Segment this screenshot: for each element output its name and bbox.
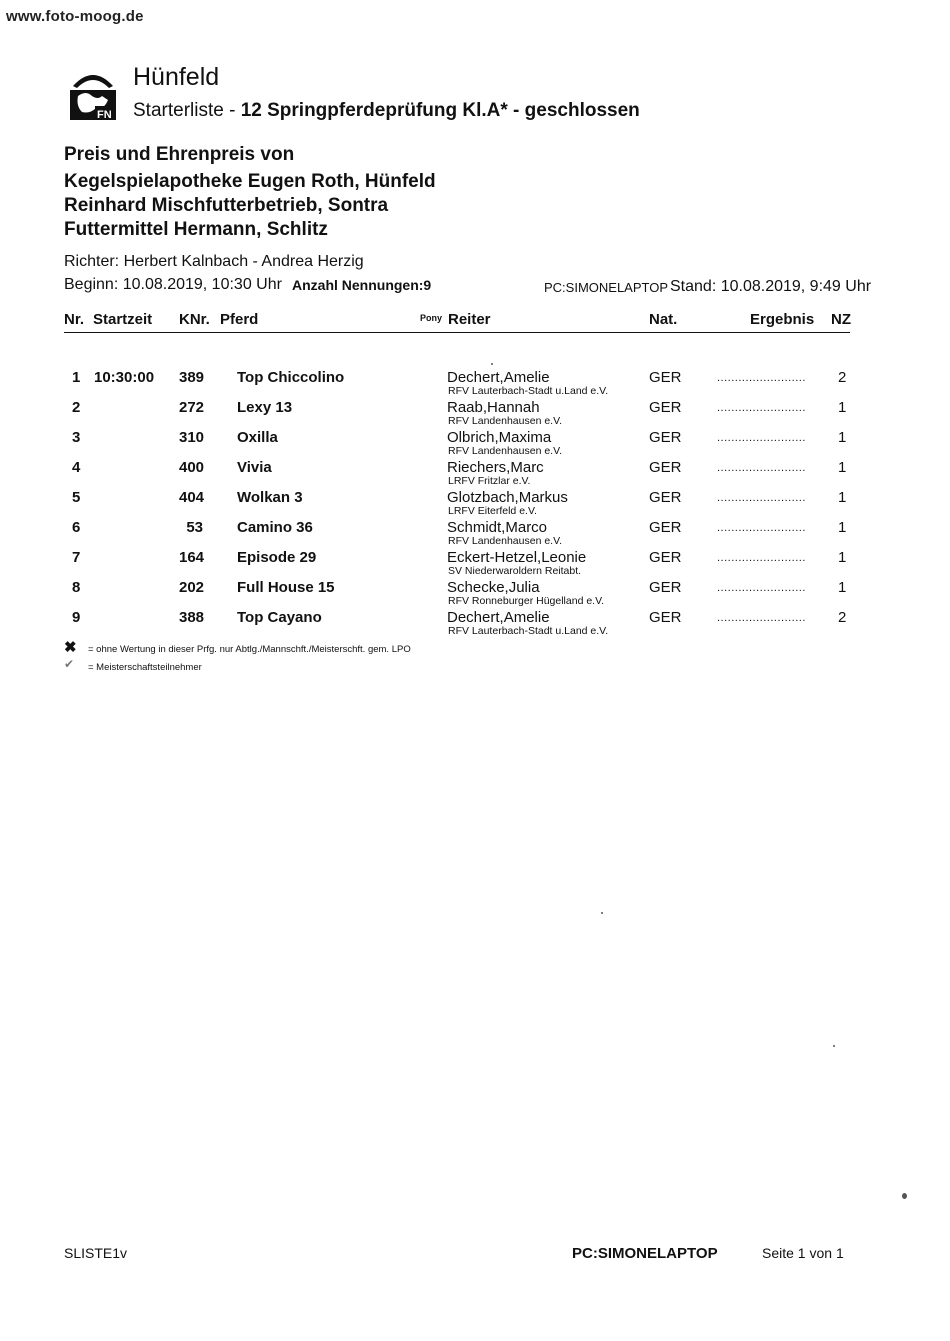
cross-icon: ✖	[64, 639, 77, 656]
column-header-pony: Pony	[420, 313, 443, 323]
nationality: GER	[649, 579, 682, 596]
table-row	[0, 609, 950, 639]
entries-count: Anzahl Nennungen:9	[292, 277, 432, 293]
result-blank: .........................	[717, 582, 806, 594]
result-blank: .........................	[717, 552, 806, 564]
header-divider	[64, 332, 850, 333]
horse-name: Top Chiccolino	[237, 369, 345, 386]
rider-name: Raab,Hannah	[447, 399, 540, 416]
table-row	[0, 549, 950, 579]
row-number: 6	[72, 519, 81, 536]
scan-speck	[833, 1045, 835, 1047]
horse-name: Full House 15	[237, 579, 335, 596]
result-blank: .........................	[717, 402, 806, 414]
nationality: GER	[649, 489, 682, 506]
horse-name: Episode 29	[237, 549, 317, 566]
rider-club: RFV Landenhausen e.V.	[448, 535, 563, 547]
horse-id: 53	[186, 519, 203, 536]
checkmark-icon: ✔	[64, 657, 75, 671]
nz-value: 1	[838, 459, 847, 476]
column-header-startzeit: Startzeit	[93, 311, 153, 328]
nationality: GER	[649, 609, 682, 626]
rider-name: Schecke,Julia	[447, 579, 540, 596]
column-header-nz: NZ	[831, 311, 851, 328]
sponsor-line: Preis und Ehrenpreis von	[64, 144, 295, 165]
list-type: Starterliste -	[133, 100, 236, 121]
scan-speck	[902, 1193, 907, 1199]
row-number: 3	[72, 429, 81, 446]
table-row	[0, 369, 950, 399]
column-header-pferd: Pferd	[220, 311, 259, 328]
pc-label: PC:SIMONELAPTOP	[544, 280, 669, 295]
horse-id: 404	[179, 489, 205, 506]
scan-speck	[491, 363, 493, 365]
nationality: GER	[649, 429, 682, 446]
table-row	[0, 519, 950, 549]
judges-text: Richter: Herbert Kalnbach - Andrea Herzig	[64, 253, 364, 270]
horse-id: 202	[179, 579, 205, 596]
table-row	[0, 429, 950, 459]
horse-name: Oxilla	[237, 429, 278, 446]
horse-name: Top Cayano	[237, 609, 322, 626]
footer-code: SLISTE1v	[64, 1245, 128, 1261]
nz-value: 1	[838, 489, 847, 506]
nz-value: 2	[838, 369, 847, 386]
rider-club: RFV Lauterbach-Stadt u.Land e.V.	[448, 385, 609, 397]
rider-name: Olbrich,Maxima	[447, 429, 552, 446]
horse-id: 388	[179, 609, 205, 626]
start-time: 10:30:00	[94, 369, 155, 386]
horse-name: Lexy 13	[237, 399, 293, 416]
horse-name: Wolkan 3	[237, 489, 303, 506]
svg-text:FN: FN	[97, 109, 112, 120]
row-number: 1	[72, 369, 81, 386]
rider-club: RFV Lauterbach-Stadt u.Land e.V.	[448, 625, 609, 637]
result-blank: .........................	[717, 432, 806, 444]
location-title: Hünfeld	[133, 63, 220, 91]
scan-speck	[601, 912, 603, 914]
nz-value: 1	[838, 579, 847, 596]
rider-club: LRFV Fritzlar e.V.	[448, 475, 531, 487]
nationality: GER	[649, 459, 682, 476]
row-number: 8	[72, 579, 81, 596]
start-time-text: Beginn: 10.08.2019, 10:30 Uhr	[64, 276, 282, 293]
result-blank: .........................	[717, 492, 806, 504]
result-blank: .........................	[717, 462, 806, 474]
rider-name: Dechert,Amelie	[447, 369, 550, 386]
footer-pc: PC:SIMONELAPTOP	[572, 1245, 718, 1262]
rider-club: RFV Landenhausen e.V.	[448, 445, 563, 457]
watermark-text: www.foto-moog.de	[6, 8, 144, 25]
row-number: 2	[72, 399, 81, 416]
legend-no-rating: = ohne Wertung in dieser Prfg. nur Abtlg./Mannschft./Meisterschft. gem. LPO	[88, 644, 411, 655]
result-blank: .........................	[717, 372, 806, 384]
rider-club: RFV Landenhausen e.V.	[448, 415, 563, 427]
fn-logo-icon	[68, 66, 118, 120]
nationality: GER	[649, 369, 682, 386]
horse-id: 272	[179, 399, 205, 416]
column-header-nr: Nr.	[64, 311, 85, 328]
row-number: 7	[72, 549, 81, 566]
nz-value: 1	[838, 549, 847, 566]
rider-name: Riechers,Marc	[447, 459, 544, 476]
table-row	[0, 489, 950, 519]
nz-value: 1	[838, 429, 847, 446]
nz-value: 2	[838, 609, 847, 626]
table-row	[0, 459, 950, 489]
row-number: 9	[72, 609, 81, 626]
competition-subtitle	[133, 100, 640, 122]
horse-id: 310	[179, 429, 205, 446]
rider-name: Glotzbach,Markus	[447, 489, 568, 506]
result-blank: .........................	[717, 612, 806, 624]
competition-name: 12 Springpferdeprüfung Kl.A* - geschlossen	[240, 100, 640, 121]
table-row	[0, 579, 950, 609]
rider-club: RFV Ronneburger Hügelland e.V.	[448, 595, 605, 607]
nationality: GER	[649, 549, 682, 566]
horse-id: 389	[179, 369, 205, 386]
result-blank: .........................	[717, 522, 806, 534]
horse-id: 164	[179, 549, 205, 566]
row-number: 4	[72, 459, 81, 476]
rider-club: SV Niederwaroldern Reitabt.	[448, 565, 582, 577]
column-header-nat: Nat.	[649, 311, 678, 328]
footer-page: Seite 1 von 1	[762, 1245, 844, 1261]
nz-value: 1	[838, 519, 847, 536]
column-header-ergebnis: Ergebnis	[750, 311, 815, 328]
rider-name: Eckert-Hetzel,Leonie	[447, 549, 587, 566]
sponsor-line: Reinhard Mischfutterbetrieb, Sontra	[64, 195, 389, 216]
nationality: GER	[649, 519, 682, 536]
table-row	[0, 399, 950, 429]
horse-id: 400	[179, 459, 205, 476]
rider-club: LRFV Eiterfeld e.V.	[448, 505, 537, 517]
horse-name: Camino 36	[237, 519, 313, 536]
rider-name: Dechert,Amelie	[447, 609, 550, 626]
sponsor-line: Kegelspielapotheke Eugen Roth, Hünfeld	[64, 171, 436, 192]
legend-championship: = Meisterschaftsteilnehmer	[88, 662, 202, 673]
stand-text: Stand: 10.08.2019, 9:49 Uhr	[670, 278, 872, 295]
nationality: GER	[649, 399, 682, 416]
horse-name: Vivia	[237, 459, 272, 476]
row-number: 5	[72, 489, 81, 506]
column-header-knr: KNr.	[179, 311, 210, 328]
sponsor-line: Futtermittel Hermann, Schlitz	[64, 219, 328, 240]
column-header-reiter: Reiter	[448, 311, 491, 328]
nz-value: 1	[838, 399, 847, 416]
rider-name: Schmidt,Marco	[447, 519, 548, 536]
